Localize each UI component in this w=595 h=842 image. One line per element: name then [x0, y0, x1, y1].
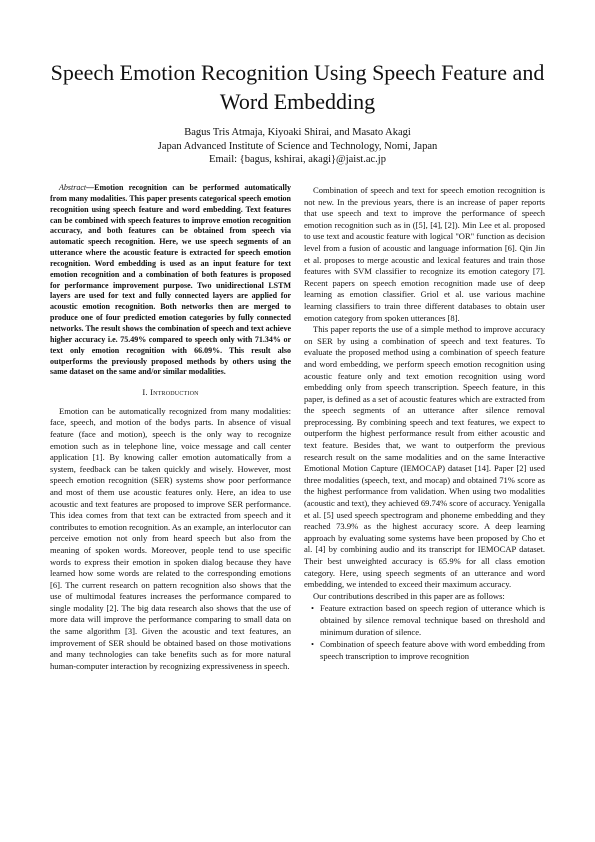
abstract-dash: — [86, 183, 95, 192]
contribution-text: Combination of speech feature above with word embedding from speech transcription to improve recognition [320, 639, 545, 661]
abstract [50, 183, 291, 378]
bullet-icon: • [311, 639, 314, 650]
author-affiliation: Japan Advanced Institute of Science and Technology, Nomi, Japan [157, 140, 438, 152]
list-item [311, 639, 545, 662]
list-item [311, 603, 545, 638]
author-names: Bagus Tris Atmaja, Kiyoaki Shirai, and Masato Akagi [184, 127, 411, 138]
bullet-icon: • [311, 603, 314, 614]
intro-paragraph-1: Emotion can be automatically recognized from many modalities: face, speech, and motion of the bodys parts. In absence of visual feature (face and motion), speech is the only way to recognize emotion such as in telephone line, voice message and call center application [1]. By knowing caller emotion automatically from a system, feedback can be taken quickly and wisely. However, most speech emotion recognition (SER) systems show poor performance and most of them use acoustic features only. Here, an idea to use acoustic and text features are proposed to improve SER performance. This idea comes from that text can be extracted from speech and it contributes to emotion recognition. As an example, an interlocutor can perceive emotion not only from heard speech but also from the meaning of spoken words. Moreover, people tend to use specific words to express their emotion in spoken dialog because they have learned how some words are related to the corresponding emotions [6]. The current research on pattern recognition also shows that the use of multimodal features increases the performance compared to single modality [2]. The big data research also shows that the use of more data will improve the performance comparing to small data on the same algorithm [3]. Given the acoustic and text features, an improvement of SER should be obtained based on those motivations and many technologies can take benefits such as for more natural human-computer interaction by recognizing expressiveness in speech. [50, 405, 291, 671]
author-email: Email: {bagus, kshirai, akagi}@jaist.ac.jp [209, 154, 386, 166]
intro-paragraph-2: Combination of speech and text for speech emotion recognition is not new. In the previous years, there is an increase of paper reports that use speech and text to improve the performance of speech emotion recognition such as in ([5], [4], [2]). Min Lee et al. proposed to use text and acoustic feature with logical "OR" function as decision level from a fusion of acoustic and language information [6]. Qin Jin et al. proposes to merge acoustic and lexical features and train those features with SVM classifier to recognize its emotion category [7]. Recent papers on speech emotion recognition made use of deep learning as emotion classifier. Griol et al. use various machine learning classifiers to train three different databases to obtain user emotion category from spoken utterances [8]. [304, 185, 545, 323]
right-column [304, 185, 545, 663]
intro-paragraph-4: Our contributions described in this paper are as follows: [313, 590, 505, 601]
abstract-label: Abstract [59, 183, 87, 192]
abstract-text: Emotion recognition can be performed automatically from many modalities. This paper presents categorical speech emotion recognition using speech feature and word embedding. Text features can be combined with speech features to improve emotion recognition accuracy, and both features can be obtained from speech via automatic speech recognition. Here, we use speech segments of an utterance where the acoustic feature is extracted for speech emotion recognition. Word embedding is used as an input feature for text emotion recognition and a combination of both features is proposed for performance improvement purpose. Two unidirectional LSTM layers are used for text and fully connected layers are applied for acoustic emotion recognition. Both networks then are merged to produce one of four predicted emotion categories by fully connected networks. The result shows the combination of speech and text achieve higher accuracy i.e. 75.49% compared to speech only with 71.34% or text only emotion recognition with 66.09%. This result also outperforms the previously proposed methods by others using the same dataset on the same and/or similar modalities. [50, 183, 291, 377]
intro-paragraph-3: This paper reports the use of a simple method to improve accuracy on SER by using a combination of speech and text features. To evaluate the proposed method using a combination of speech feature and word embedding, we perform speech emotion recognition using acoustic feature only and text emotion recognition using word embedding only from speech transcription. Speech feature, in this paper, is defined as a set of acoustic features which are extracted from the speech segments of an utterance after silence removal preprocessing. By combining speech and text features, we expect to outperform the highest performance result from either acoustic and text feature. Besides that, we want to outperform the previous research result on the same modalities and on the same Interactive Emotional Motion Capture (IEMOCAP) dataset [14]. Paper [2] used three modalities (speech, text, and mocap) and obtained 71% score as the highest performance from validation. When using two modalities (acoustic and text), they achieved 69.74% score of accuracy. Yenigalla et al. [5] used speech spectrogram and phoneme embedding and they reached 73.9% as the highest accuracy score. A deep learning approach by evaluating some systems have been proposed by Cho et al. [4] by combining audio and its transcript for IEMOCAP dataset. Their best unweighted accuracy is 65.9% for all class emotion category. Here, using speech segments of an utterance and word embedding, we intended to exceed their maximum accuracy. [304, 324, 545, 590]
paper-title: Speech Emotion Recognition Using Speech Feature and Word Embedding [50, 60, 545, 114]
contribution-text: Feature extraction based on speech region of utterance which is obtained by silence removal technique based on threshold and minimum duration of silence. [320, 603, 545, 637]
left-column [50, 183, 291, 672]
section-heading-introduction: I. Introduction [142, 387, 199, 398]
author-block [40, 126, 555, 167]
contribution-list [304, 603, 545, 662]
